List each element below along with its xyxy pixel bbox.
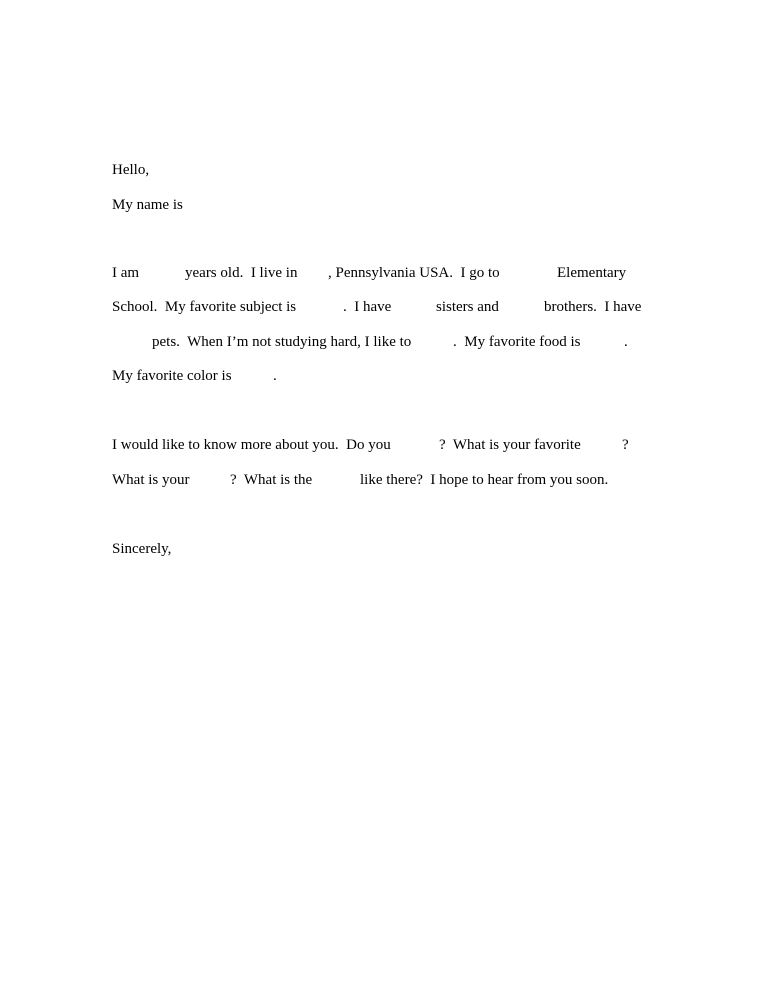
- elementary-word: Elementary: [557, 265, 627, 281]
- name-line: My name is: [112, 197, 183, 213]
- closing: Sincerely,: [112, 541, 172, 557]
- i-have-text: . I have: [343, 299, 392, 315]
- greeting: Hello,: [112, 162, 150, 178]
- food-period: .: [624, 334, 628, 350]
- favorite-subject-text: School. My favorite subject is: [112, 299, 297, 315]
- what-is-your-text: What is your: [112, 472, 190, 488]
- favorite-food-text: . My favorite food is: [453, 334, 581, 350]
- favorite-color-text: My favorite color is: [112, 368, 232, 384]
- age-prefix: I am: [112, 265, 140, 281]
- know-more-text: I would like to know more about you. Do you: [112, 437, 391, 453]
- sisters-text: sisters and: [436, 299, 499, 315]
- color-period: .: [273, 368, 277, 384]
- brothers-text: brothers. I have: [544, 299, 642, 315]
- favorite-question-mark: ?: [622, 437, 629, 453]
- pets-like-to-text: pets. When I’m not studying hard, I like to: [152, 334, 412, 350]
- hope-to-hear-text: like there? I hope to hear from you soon.: [360, 472, 609, 488]
- state-country-go-to: , Pennsylvania USA. I go to: [328, 265, 500, 281]
- age-suffix-live-in: years old. I live in: [185, 265, 298, 281]
- what-is-the-text: ? What is the: [230, 472, 313, 488]
- what-favorite-text: ? What is your favorite: [439, 437, 581, 453]
